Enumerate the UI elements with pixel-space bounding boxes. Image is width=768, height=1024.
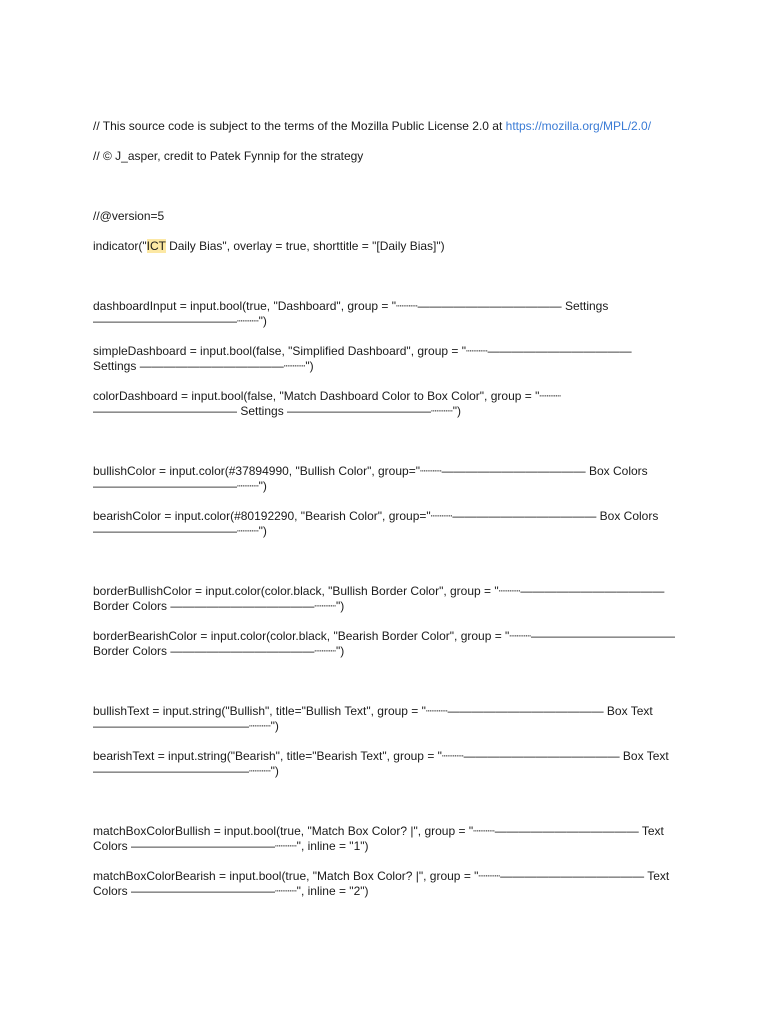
license-link[interactable]: https://mozilla.org/MPL/2.0/ — [505, 119, 652, 133]
document-body — [93, 119, 675, 899]
indicator-prefix: indicator(" — [93, 239, 147, 253]
bearish-text-line: bearishText = input.string("Bearish", title="Bearish Text", group = "┈┈┈————————————— Box Text —————————————┈┈┈") — [93, 749, 669, 778]
bullish-text-line: bullishText = input.string("Bullish", title="Bullish Text", group = "┈┈┈————————————— Box Text —————————————┈┈┈") — [93, 704, 653, 733]
license-text: // This source code is subject to the terms of the Mozilla Public License 2.0 at — [93, 119, 506, 133]
version-line: //@version=5 — [93, 209, 165, 223]
match-box-color-bullish-line: matchBoxColorBullish = input.bool(true, "Match Box Color? |", group = "┈┈┈———————————— Text Colors ————————————┈┈┈", inline = "1") — [93, 824, 664, 853]
license-comment — [93, 119, 675, 134]
dashboard-input-line: dashboardInput = input.bool(true, "Dashboard", group = "┈┈┈———————————— Settings ————————————┈┈┈") — [93, 299, 609, 328]
border-bullish-color-line: borderBullishColor = input.color(color.black, "Bullish Border Color", group = "┈┈┈———————————— Border Colors ————————————┈┈┈") — [93, 584, 665, 613]
indicator-suffix: Daily Bias", overlay = true, shorttitle = "[Daily Bias]") — [165, 239, 445, 253]
simple-dashboard-line: simpleDashboard = input.bool(false, "Simplified Dashboard", group = "┈┈┈———————————— Settings ————————————┈┈┈") — [93, 344, 632, 373]
highlighted-term: ICT — [146, 239, 166, 253]
border-bearish-color-line: borderBearishColor = input.color(color.black, "Bearish Border Color", group = "┈┈┈———————————— Border Colors ————————————┈┈┈") — [93, 629, 675, 658]
match-box-color-bearish-line: matchBoxColorBearish = input.bool(true, "Match Box Color? |", group = "┈┈┈———————————— Text Colors ————————————┈┈┈", inline = "2") — [93, 869, 670, 898]
credit-comment: // © J_asper, credit to Patek Fynnip for the strategy — [93, 149, 364, 163]
bullish-color-line: bullishColor = input.color(#37894990, "Bullish Color", group="┈┈┈———————————— Box Colors ————————————┈┈┈") — [93, 464, 648, 493]
indicator-line — [93, 239, 675, 254]
color-dashboard-line: colorDashboard = input.bool(false, "Match Dashboard Color to Box Color", group = "┈┈┈———————————— Settings ————————————┈┈┈") — [93, 389, 562, 418]
bearish-color-line: bearishColor = input.color(#80192290, "Bearish Color", group="┈┈┈———————————— Box Colors ————————————┈┈┈") — [93, 509, 659, 538]
